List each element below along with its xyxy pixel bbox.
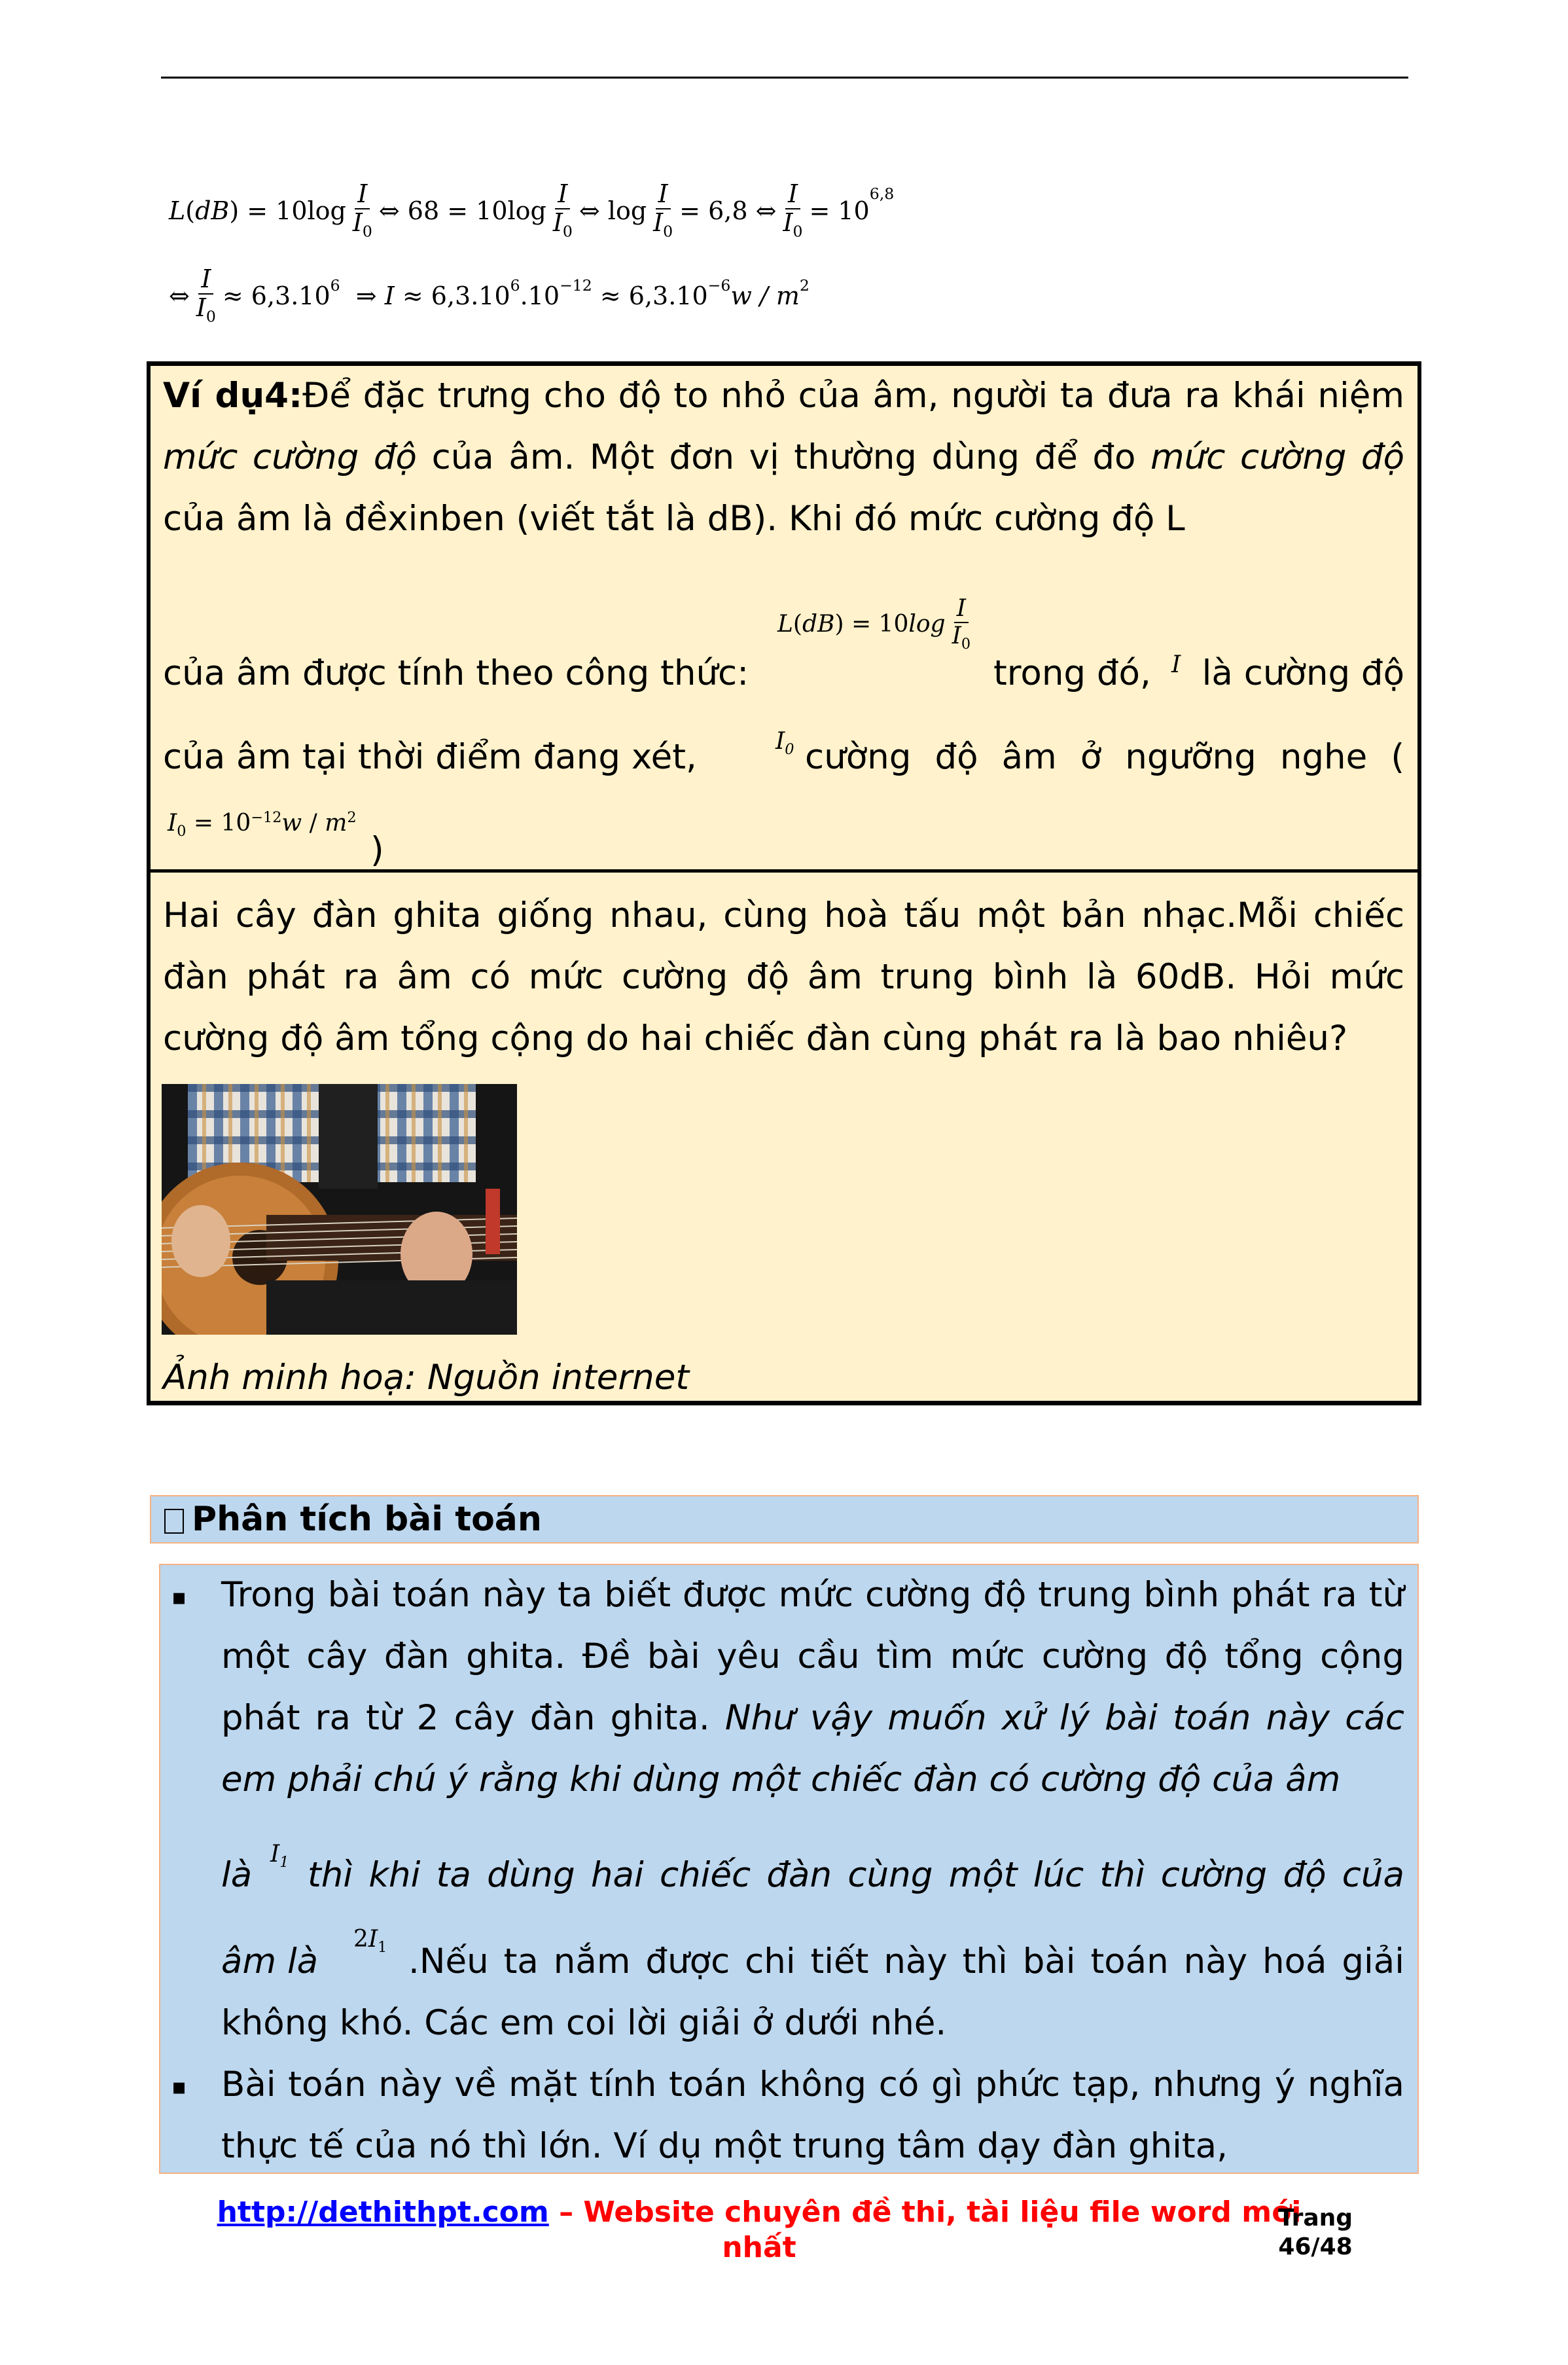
- iff-symbol: ⇔: [755, 196, 777, 225]
- formula-eq: = 10log: [247, 196, 346, 225]
- iff-symbol: ⇔: [169, 281, 190, 310]
- symbol-2I1: $2I_1$: [353, 1926, 387, 1957]
- photo-caption: Ảnh minh hoạ: Nguồn internet: [163, 1358, 690, 1398]
- header-rule: [161, 77, 1408, 79]
- footer-text: [190, 2195, 1328, 2266]
- fraction-I-over-I0: $\frac{I}{I_0}$: [552, 179, 573, 241]
- guitar-photo: [162, 1084, 517, 1335]
- example-formula-line-tail: trong đó,: [993, 653, 1151, 693]
- symbol-I: I: [1171, 651, 1181, 678]
- page-count: 46/48: [1278, 2233, 1353, 2260]
- example-line-3-tail: cường độ âm ở ngưỡng nghe (: [805, 737, 1404, 777]
- threshold-formula: $I_0 = 10^{-12}w / m^2$: [168, 809, 357, 840]
- threshold-close: ): [370, 830, 384, 870]
- example-formula: L ( dB ) = 10 log $\frac{I}{I_0}$: [777, 595, 971, 653]
- formula-L: L: [169, 196, 186, 225]
- formula-step3: log: [607, 196, 647, 225]
- analysis-title: Phân tích bài toán: [192, 1500, 542, 1539]
- formula-step2: 68 = 10log: [407, 196, 546, 225]
- page-label: Trang: [1277, 2205, 1353, 2231]
- example-formula-line-tail2: là cường độ: [1202, 653, 1404, 693]
- analysis-bullet-1-line6-tail: .Nếu ta nắm được chi tiết này thì bài toán này hoá giải không khó. Các em coi lời giải ở dưới nhé.: [221, 1941, 1404, 2043]
- website-link[interactable]: http://dethithpt.com: [217, 2195, 549, 2229]
- analysis-bullet-2: Bài toán này về mặt tính toán không có gì phức tạp, nhưng ý nghĩa thực tế của nó thì lớn. Ví dụ một trung tâm dạy đàn ghita,: [221, 2065, 1404, 2166]
- website-tagline: – Website chuyên đề thi, tài liệu file word mới nhất: [548, 2195, 1302, 2264]
- iff-symbol: ⇔: [378, 196, 400, 225]
- symbol-I0: $I_0$: [775, 728, 794, 759]
- guitar-illustration: [162, 1084, 517, 1335]
- example-label: Ví dụ4:: [163, 376, 303, 416]
- bullet-icon: ▪: [171, 1584, 187, 1610]
- symbol-I1: $I_1$: [270, 1841, 289, 1871]
- example-intro: Ví dụ4:Để đặc trưng cho độ to nhỏ của âm, người ta đưa ra khái niệm mức cường độ của âm. Một đơn vị thường dùng để đo mức cường độ của âm là đềxinben (viết tắt là dB). Khi đó mức cường độ L: [163, 376, 1405, 539]
- analysis-bullet-1-line6: âm là: [221, 1941, 319, 1981]
- page-number: [1270, 2204, 1361, 2262]
- example-line-3: của âm tại thời điểm đang xét,: [163, 737, 697, 777]
- fraction-I-over-I0: $\frac{I}{I_0}$: [196, 264, 216, 326]
- analysis-header: [150, 1495, 1419, 1544]
- formula-dB: dB: [195, 196, 230, 225]
- formula-value: = 6,8: [679, 196, 748, 225]
- example-question: Hai cây đàn ghita giống nhau, cùng hoà tấu một bản nhạc.Mỗi chiếc đàn phát ra âm có mức cường độ âm trung bình là 60dB. Hỏi mức cường độ âm tổng cộng do hai chiếc đàn cùng phát ra là bao nhiêu?: [163, 895, 1404, 1058]
- bullet-icon: ▪: [171, 2074, 187, 2100]
- formula-power: = 10: [809, 196, 870, 225]
- analysis-bullet-1-line5: là: [221, 1855, 253, 1895]
- checkbox-icon: [164, 1509, 184, 1534]
- fraction-I-over-I0: $\frac{I}{I_0}$: [783, 179, 803, 241]
- fraction-I-over-I0: $\frac{I}{I_0}$: [653, 179, 673, 241]
- example-formula-line: của âm được tính theo công thức:: [163, 653, 749, 693]
- analysis-bullet-1: Trong bài toán này ta biết được mức cường độ trung bình phát ra từ một cây đàn ghita. Đề bài yêu cầu tìm mức cường độ tổng cộng phát ra từ 2 cây đàn ghita. Như vậy muốn xử lý bài toán này các em phải chú ý rằng khi dùng một chiếc đàn có cường độ của âm: [221, 1575, 1404, 1799]
- iff-symbol: ⇔: [579, 196, 600, 225]
- formula-line-1: L ( dB ) = 10log $\frac{I}{I_0}$ ⇔ 68 = 10log $\frac{I}{I_0}$ ⇔ log $\frac{I}{I_0}$ = 6,8 ⇔ $\frac{I}{I_0}$ = 10 $^{6,8}$: [169, 179, 895, 241]
- formula-line-2: ⇔ $\frac{I}{I_0}$ ≈ 6,3.10 $^6$ ⇒ I ≈ 6,3.10 $^6$ .10 $^{-12}$ ≈ 6,3.10 $^{-6}$ w / m $^2$: [169, 264, 810, 326]
- fraction-I-over-I0: $\frac{I}{I_0}$: [352, 179, 372, 241]
- implies-symbol: ⇒: [355, 281, 377, 310]
- example-divider: [147, 869, 1421, 873]
- analysis-bullet-1-line5-tail: thì khi ta dùng hai chiếc đàn cùng một lúc thì cường độ của: [308, 1855, 1404, 1895]
